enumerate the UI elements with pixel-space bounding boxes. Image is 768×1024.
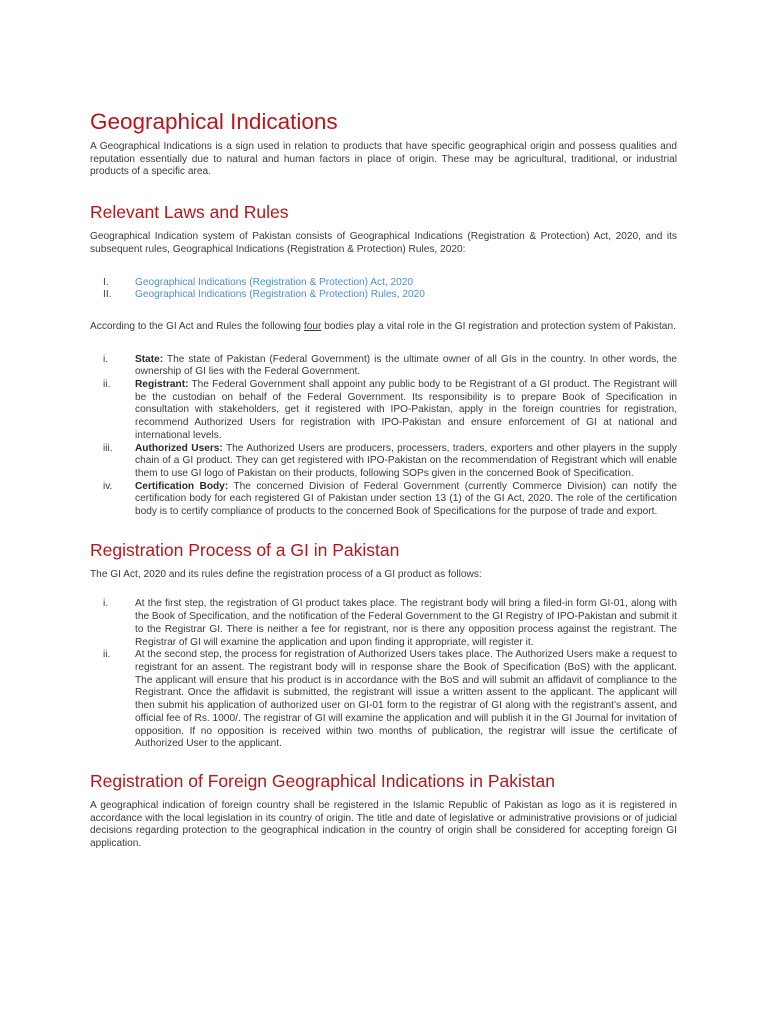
process-paragraph: The GI Act, 2020 and its rules define the registration process of a GI product as follows: xyxy=(90,568,482,580)
list-item xyxy=(90,289,677,302)
process-steps-list xyxy=(90,598,677,750)
gi-rules-link[interactable]: Geographical Indications (Registration & Protection) Rules, 2020 xyxy=(135,289,425,301)
body-description: The Authorized Users are producers, processers, traders, exporters and other players in the supply chain of a GI product. They can get registered with IPO-Pakistan on the recommendation of Registrant which will enable them to use GI logo of Pakistan on their products, following SOPs given in the concerned Book of Specification. xyxy=(135,442,677,479)
list-item xyxy=(90,379,677,443)
foreign-heading: Registration of Foreign Geographical Indications in Pakistan xyxy=(90,770,555,791)
list-marker: i. xyxy=(103,353,109,365)
list-item xyxy=(90,443,677,481)
intro-paragraph: A Geographical Indications is a sign used in relation to products that have specific geographical origin and possess qualities and reputation essentially due to natural and human factors in place of origin. These may be agricultural, traditional, or industrial products of a specific area. xyxy=(90,141,677,178)
bodies-list xyxy=(90,354,677,519)
list-marker: ii. xyxy=(103,379,111,391)
list-marker: II. xyxy=(103,289,112,301)
list-marker: ii. xyxy=(103,649,111,661)
list-marker: i. xyxy=(103,598,109,610)
step-text: At the first step, the registration of GI product takes place. The registrant body will bring a filed-in form GI-01, along with the Book of Specification, and the notification of the Federal Government to the GI Registry of IPO-Pakistan and submit it to the Registrar GI. There is neither a fee for registrant, nor is there any opposition process against the registrant. The Registrar of GI will examine the application and upon finding it appropriate, will register it. xyxy=(135,598,677,648)
step-text: At the second step, the process for registration of Authorized Users takes place. The Authorized Users make a request to registrant for an assent. The registrant body will in response share the Book of Specification (BoS) with the applicant. The applicant will ensure that his product is in accordance with the BoS and will submit an affidavit of compliance to the Registrant. Once the affidavit is submitted, the registrant will issue a written assent to the applicant. The applicant will then submit his application of authorized user on GI-01 form to the registrar of GI along with the registrant’s assent, and official fee of Rs. 1000/. The registrar of GI will examine the application and will publish it in the GI Journal for invitation of opposition. If no opposition is received within two months of publication, the registrar will issue the certificate of Authorized User to the applicant. xyxy=(135,649,677,750)
body-description: The concerned Division of Federal Government (currently Commerce Division) can notify the certification body for each registered GI of Pakistan under section 13 (1) of the GI Act, 2020. The role of the certification body is to certify compliance of products to the concerned Book of Specifications for the purpose of trade and export. xyxy=(135,480,677,518)
body-term: Authorized Users: xyxy=(135,442,223,454)
body-term: Certification Body: xyxy=(135,480,229,492)
body-description: The state of Pakistan (Federal Government) is the ultimate owner of all GIs in the country. In other words, the ownership of GI lies with the Federal Government. xyxy=(135,353,677,378)
laws-heading: Relevant Laws and Rules xyxy=(90,202,289,223)
list-item xyxy=(90,354,677,379)
list-item xyxy=(90,649,677,751)
list-marker: I. xyxy=(103,276,109,288)
body-term: Registrant: xyxy=(135,379,189,391)
gi-act-link[interactable]: Geographical Indications (Registration & Protection) Act, 2020 xyxy=(135,276,414,288)
bodies-text-post: bodies play a vital role in the GI registration and protection system of Pakistan. xyxy=(321,320,676,332)
laws-paragraph: Geographical Indication system of Pakistan consists of Geographical Indications (Registration & Protection) Act, 2020, and its subsequent rules, Geographical Indications (Registration & Protection) Rules, 2020: xyxy=(90,231,677,255)
list-marker: iii. xyxy=(103,442,113,454)
list-item xyxy=(90,277,677,290)
body-term: State: xyxy=(135,353,164,365)
foreign-paragraph: A geographical indication of foreign country shall be registered in the Islamic Republic of Pakistan as logo as it is registered in accordance with the local legislation in its country of origin. The title and date of legislative or administrative provisions or of judicial decisions regarding protection to the geographical indication in the country of origin shall be considered for accepting foreign GI application. xyxy=(90,799,677,850)
bodies-count: four xyxy=(303,320,322,332)
list-marker: iv. xyxy=(103,480,113,492)
body-description: The Federal Government shall appoint any public body to be Registrant of a GI product. The Registrant will be the custodian on behalf of the Federal Government. Its responsibility is to prepare Book of Specification in consultation with stakeholders, get it registered with IPO-Pakistan, apply in the foreign countries for registration, recommend Authorized Users for registration with IPO-Pakistan and ensure enforcement of GI at national and international levels. xyxy=(135,379,677,441)
page-title: Geographical Indications xyxy=(90,109,338,134)
laws-link-list xyxy=(90,277,677,302)
list-item xyxy=(90,481,677,519)
bodies-paragraph xyxy=(90,321,677,334)
process-heading: Registration Process of a GI in Pakistan xyxy=(90,539,400,560)
bodies-text-pre: According to the GI Act and Rules the following xyxy=(90,320,304,332)
document-content xyxy=(90,106,677,851)
list-item xyxy=(90,598,677,649)
